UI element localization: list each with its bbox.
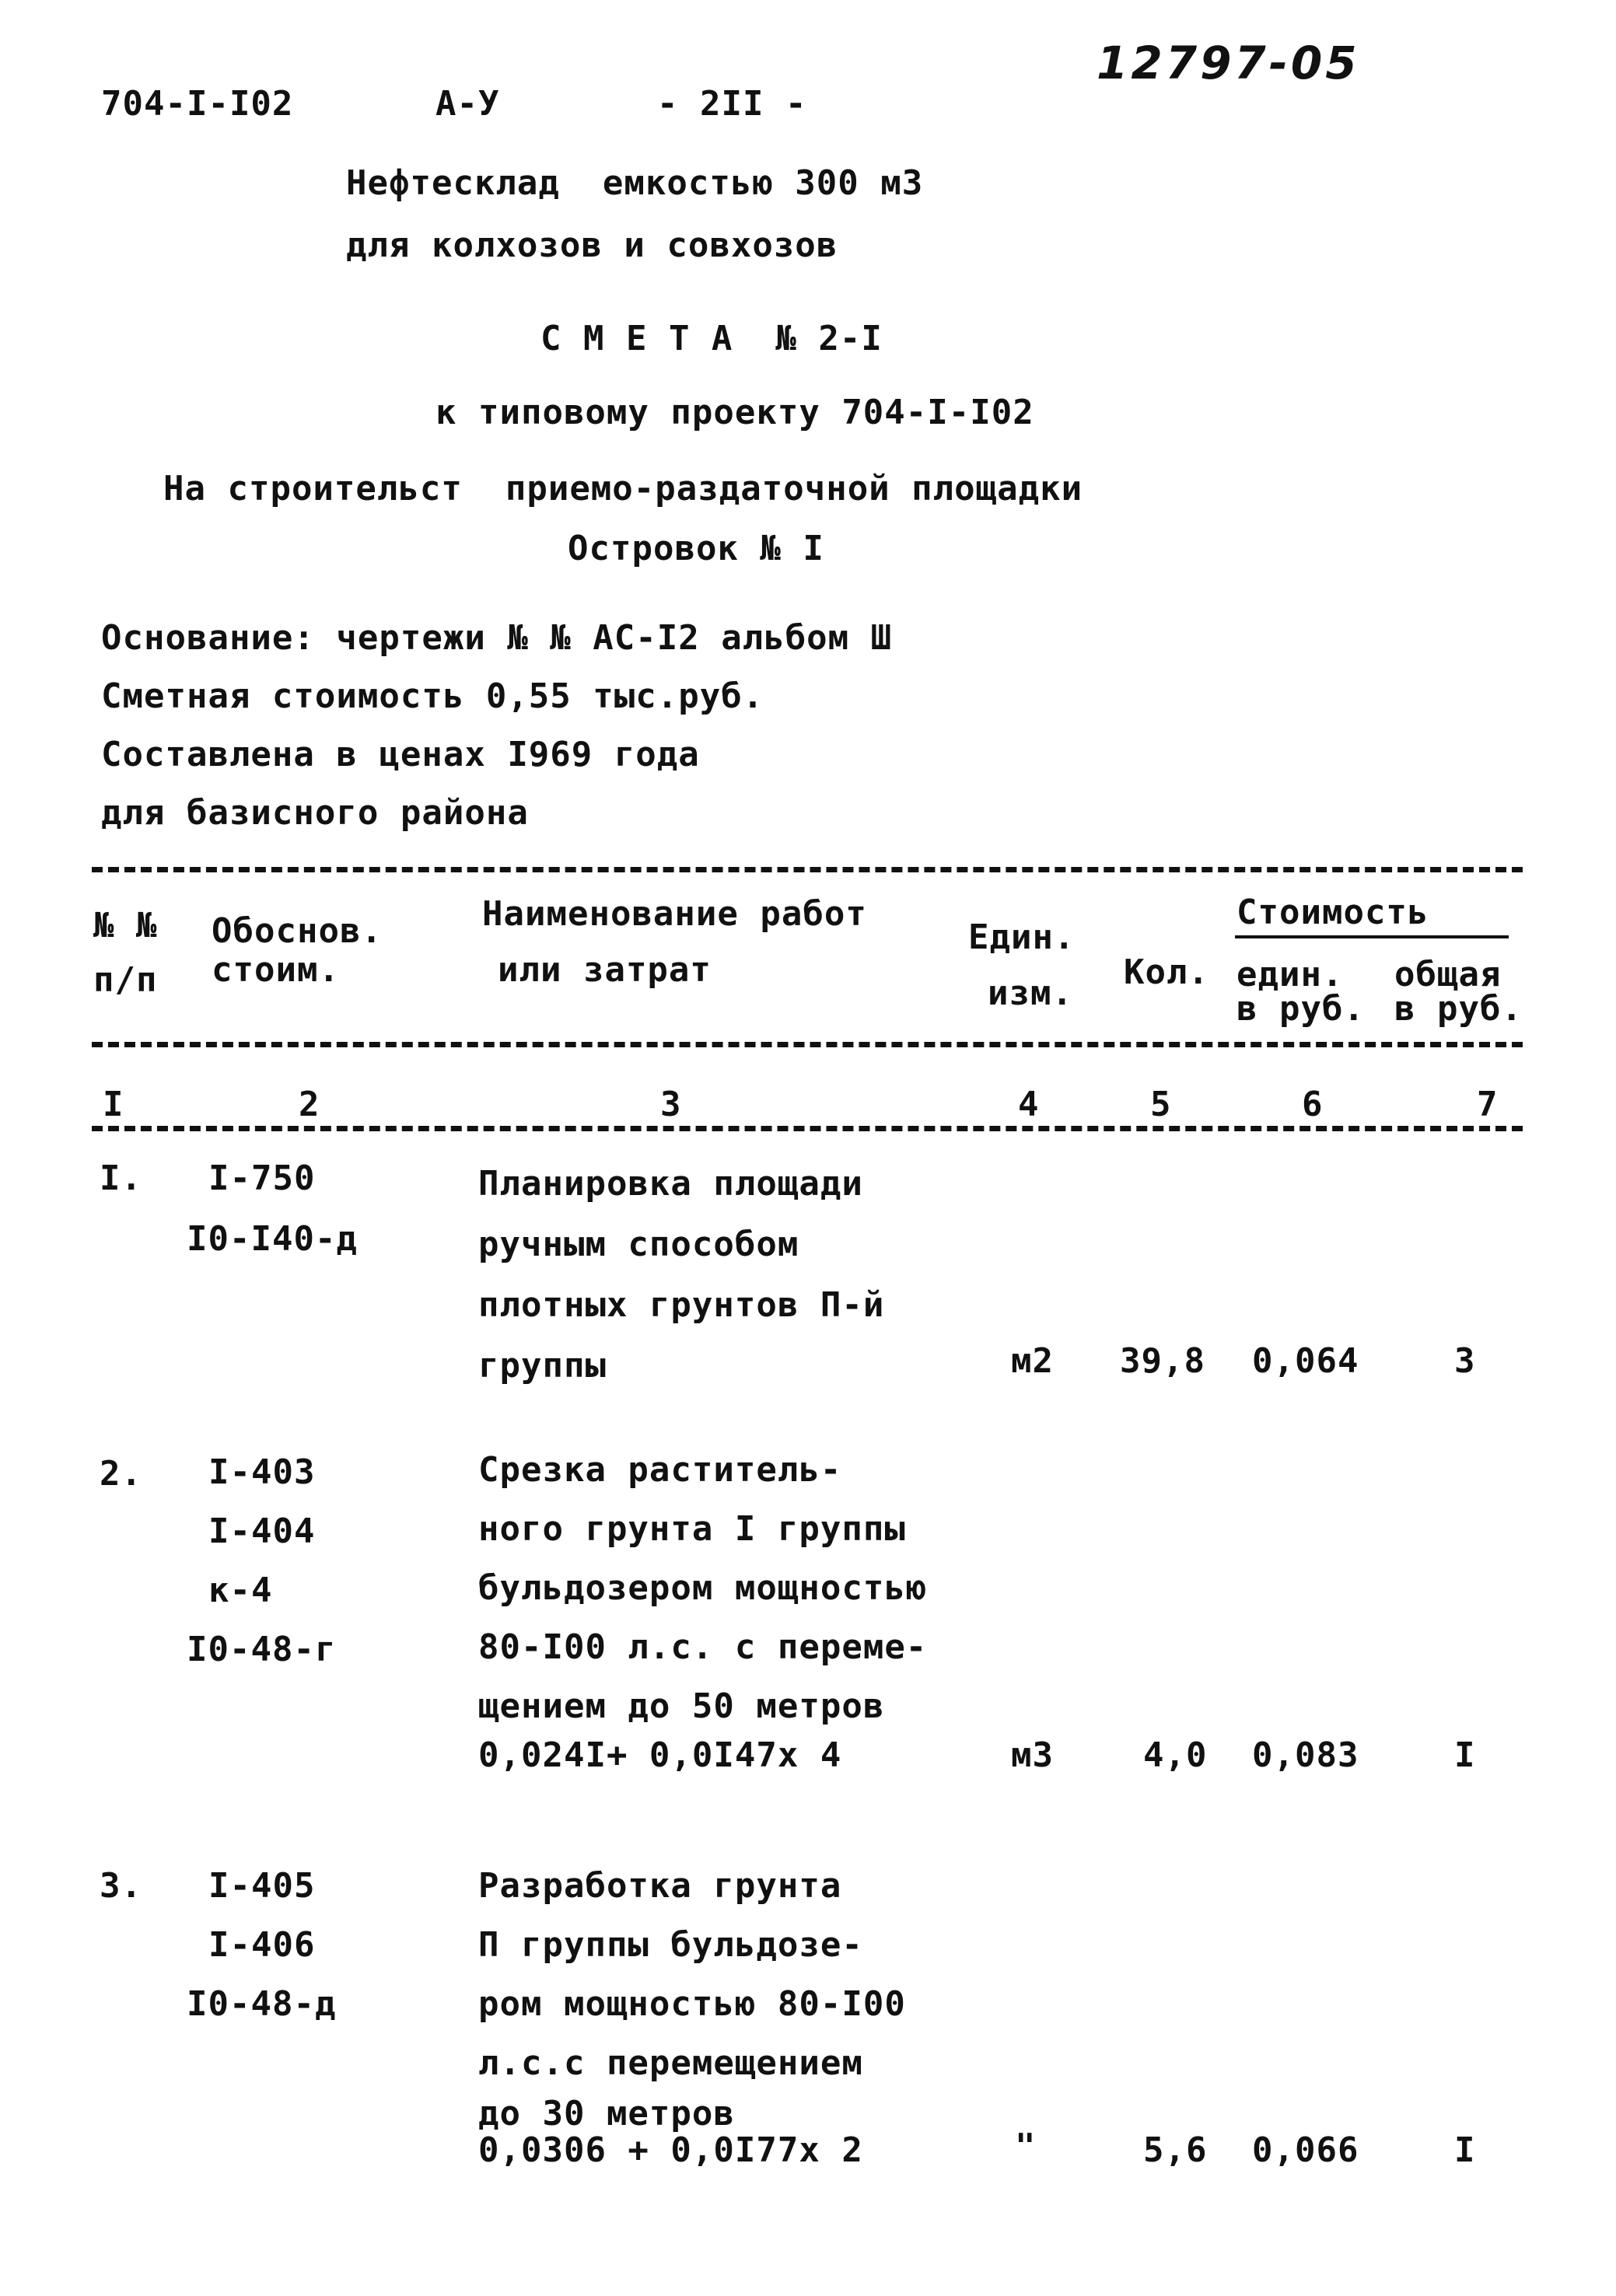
- project-reference: к типовому проекту 704-I-I02: [435, 393, 1034, 432]
- row-basis: I0-I40-д: [187, 1219, 358, 1259]
- row-unit-price: 0,083: [1252, 1735, 1359, 1775]
- column-number: I: [100, 1085, 128, 1125]
- page-number: - 2II -: [657, 84, 807, 124]
- region-line: для базисного района: [101, 793, 529, 833]
- row-basis: I0-48-д: [187, 1984, 337, 2024]
- row-name: Срезка раститель-: [478, 1450, 842, 1490]
- column-number: 6: [1299, 1085, 1327, 1125]
- row-unit: м2: [1011, 1341, 1054, 1381]
- row-name: ного грунта I группы: [478, 1509, 906, 1549]
- title-line-1: Нефтесклад емкостью 300 м3: [346, 163, 924, 203]
- estimate-title: С М Е Т А № 2-I: [540, 319, 883, 358]
- header-qty: Кол.: [1124, 952, 1209, 992]
- row-name: П группы бульдозе-: [478, 1925, 863, 1965]
- cost-line: Сметная стоимость 0,55 тыс.руб.: [101, 676, 764, 716]
- row-unit-price: 0,066: [1252, 2130, 1359, 2170]
- handwritten-number: 12797-05: [1097, 37, 1360, 89]
- row-name: ром мощностью 80-I00: [478, 1984, 906, 2024]
- row-basis: I-750: [208, 1158, 316, 1198]
- section-code: А-У: [435, 84, 500, 124]
- header-basis-1: Обоснов.: [212, 911, 383, 951]
- row-name: до 30 метров: [478, 2094, 735, 2133]
- row-name: 0,024I+ 0,0I47х 4: [478, 1735, 842, 1775]
- row-total: I: [1454, 1735, 1476, 1775]
- column-number: 4: [1015, 1085, 1043, 1125]
- row-name: ручным способом: [478, 1225, 799, 1264]
- table-top-rule: [92, 867, 1523, 872]
- header-num-1: № №: [93, 906, 158, 945]
- row-basis: I-405: [208, 1866, 316, 1906]
- row-basis: I0-48-г: [187, 1630, 337, 1669]
- row-qty: 4,0: [1143, 1735, 1208, 1775]
- row-qty: 39,8: [1120, 1341, 1205, 1381]
- row-total: I: [1454, 2130, 1476, 2170]
- header-unit-price-2: в руб.: [1236, 989, 1365, 1029]
- header-total-1: общая: [1394, 955, 1502, 994]
- table-header-rule: [92, 1042, 1523, 1047]
- header-unit-price-1: един.: [1236, 955, 1344, 994]
- row-basis: I-404: [208, 1511, 316, 1551]
- header-num-2: п/п: [93, 960, 158, 1000]
- row-basis: I-403: [208, 1452, 316, 1492]
- row-name: 0,0306 + 0,0I77х 2: [478, 2130, 863, 2170]
- column-number: 7: [1474, 1085, 1502, 1125]
- row-name: бульдозером мощностью: [478, 1568, 928, 1608]
- row-number: 3.: [100, 1866, 142, 1906]
- header-name-1: Наименование работ: [482, 894, 867, 934]
- header-basis-2: стоим.: [212, 950, 340, 990]
- title-line-2: для колхозов и совхозов: [346, 225, 838, 265]
- row-basis: к-4: [208, 1571, 273, 1610]
- row-name: щением до 50 метров: [478, 1686, 885, 1726]
- row-unit: ": [1015, 2127, 1037, 2166]
- basis-line: Основание: чертежи № № АС-I2 альбом Ш: [101, 618, 893, 658]
- island-line: Островок № I: [568, 529, 824, 568]
- header-unit-1: Един.: [968, 917, 1076, 957]
- subject-line: На строительст приемо-раздаточной площадки: [163, 469, 1083, 508]
- row-name: л.с.с перемещением: [478, 2043, 863, 2083]
- cost-group-underline: [1235, 935, 1509, 938]
- header-total-2: в руб.: [1394, 989, 1523, 1029]
- row-number: 2.: [100, 1454, 142, 1494]
- doc-code: 704-I-I02: [101, 84, 294, 124]
- row-name: Разработка грунта: [478, 1866, 842, 1906]
- header-name-2: или затрат: [498, 950, 712, 990]
- row-number: I.: [100, 1158, 142, 1198]
- row-unit: м3: [1011, 1735, 1054, 1775]
- row-name: 80-I00 л.с. с переме-: [478, 1627, 928, 1667]
- header-unit-2: изм.: [988, 973, 1073, 1013]
- column-number: 2: [296, 1085, 324, 1125]
- prices-line: Составлена в ценах I969 года: [101, 735, 700, 774]
- row-qty: 5,6: [1143, 2130, 1208, 2170]
- row-basis: I-406: [208, 1925, 316, 1965]
- column-number: 5: [1147, 1085, 1175, 1125]
- column-number: 3: [657, 1085, 685, 1125]
- column-numbers-rule: [92, 1126, 1523, 1131]
- header-cost-group: Стоимость: [1236, 893, 1429, 932]
- row-total: 3: [1454, 1341, 1476, 1381]
- row-name: группы: [478, 1346, 607, 1386]
- row-name: Планировка площади: [478, 1164, 863, 1204]
- row-unit-price: 0,064: [1252, 1341, 1359, 1381]
- row-name: плотных грунтов П-й: [478, 1285, 885, 1325]
